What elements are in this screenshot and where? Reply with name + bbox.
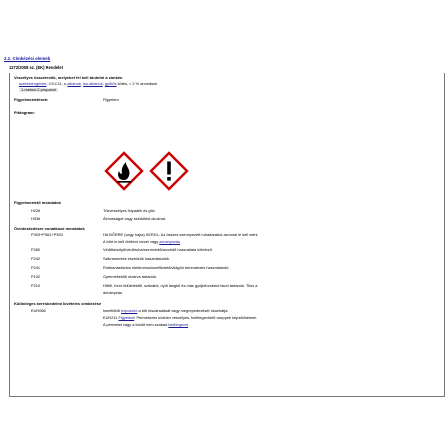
supplementary-label: Különleges kereskedelmi kivételes címkézése [14,301,102,306]
ingredient-link[interactable]: alkánok [67,81,81,86]
precaution-code: P303+P361+P353 [31,232,63,237]
exclamation-pictogram-icon [149,151,189,191]
hazard-code: H226 [31,208,41,213]
supplementary-line-3: A permetet vagy a ködöt nem szabad belélegezni. [103,322,190,327]
precaution-text: A bőrt le kell öblíteni vízzel vagy zuhanyozás. [103,239,182,244]
precaution-text: HA BŐRRE (vagy hajra) KERÜL: Az összes szennyezett ruhadarabot azonnal le kell vetni. [103,232,259,237]
precaution-code: P210 [31,283,41,288]
precaution-text: Hőtől, forró felületektől, szikrától, nyílt lángtól és más gyújtóforrástól távol tartandó. Tilos a [103,283,258,288]
supplementary-line-1: Ismétlődő expozíció a bőr kiszáradását vagy megrepedezését okozhatja. [103,308,229,313]
ingredient-link[interactable]: szénhidrogének [19,81,47,86]
regulation-heading: 1272/2008 sz. (EK) Rendelet [9,65,63,70]
ingredients-line-1: szénhidrogének, C9-C11, n-alkánok, iso-alkánok, gyűrűs kötés, < 2 % aromások [19,81,158,86]
ingredient-link[interactable]: iso-alkánok [82,81,103,86]
hazard-code: H336 [31,216,41,221]
precaution-text: Gyermekektől elzárva tartandó. [103,274,158,279]
precaution-code: P242 [31,256,41,261]
hazard-statements-label: Figyelmeztető mondatok [14,200,61,205]
hazard-text: Álmosságot vagy szédülést okozhat. [103,216,166,221]
precaution-code: P241 [31,265,41,270]
supplementary-line-2: EUH211 Figyelem! Permetezés közben veszélyes, belélegezhető cseppek képződhetnek. [103,315,258,320]
signal-word-value: Figyelem [103,97,119,102]
section-title: 2.2. Címkézési elemek [4,56,51,61]
ingredients-line-2: 1-metoxi-2-propanol [21,87,56,92]
flame-pictogram-icon [104,151,144,191]
pictogram-label: Piktogram: [14,110,35,115]
supplementary-code: EUH066 [31,308,46,313]
signal-word-label: Figyelmeztetések: [14,97,49,102]
inline-link[interactable]: belélegezni [168,322,189,327]
precaution-text: dohányzás. [103,290,123,295]
inline-link[interactable]: Figyelem [118,315,135,320]
hazard-text: Tűzveszélyes folyadék és gőz. [103,208,156,213]
precaution-code: P102 [31,274,41,279]
precaution-code: P280 [31,247,41,252]
precaution-text: Szikramentes eszközök használandók. [103,256,171,261]
ingredient-link[interactable]: gyűrűs [104,81,117,86]
precaution-text: Robbanásbiztos elektromos/szellőztető/világító berendezés használandó. [103,265,230,270]
ingredients-label: Veszélyes összetevők, melyeket fel kell tüntetni a címkén [14,75,123,80]
inline-link[interactable]: expozíció [120,308,138,313]
precaution-text: Védőkesztyű/védőruha/szemvédő/arcvédő használata kötelező. [103,247,213,252]
inline-link[interactable]: zuhanyozás [159,239,180,244]
precautionary-label: Óvintézkedésre vonatkozó mondatok [14,226,85,231]
